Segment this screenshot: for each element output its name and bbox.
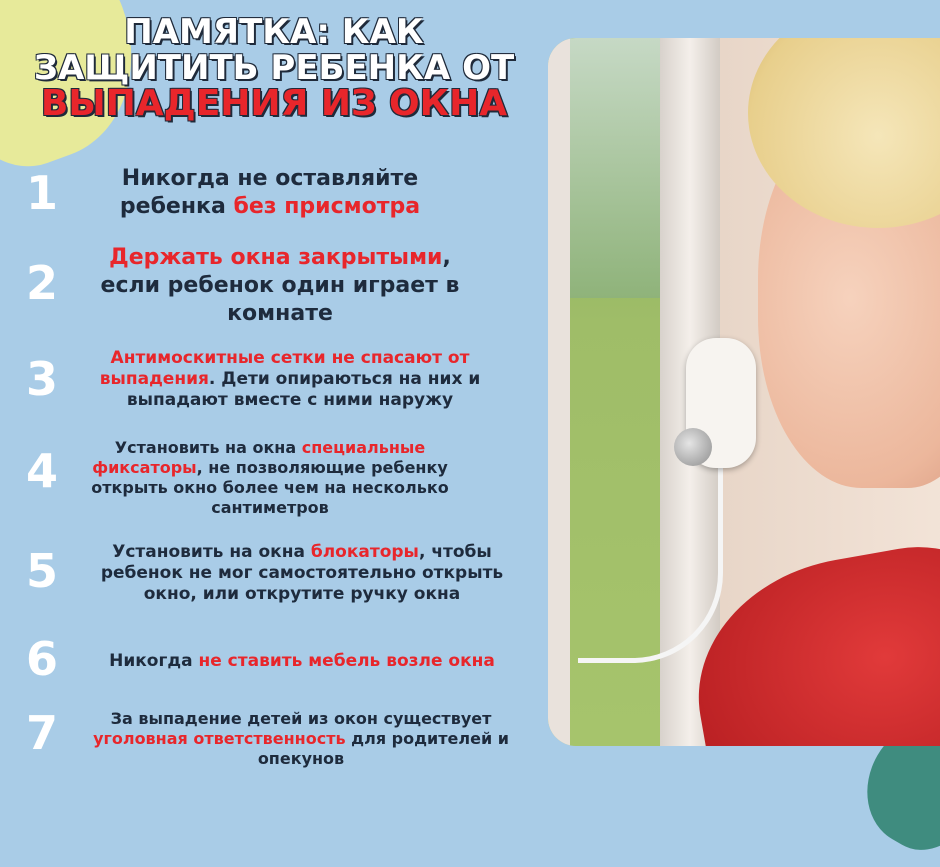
tip-1-line-1: Никогда не оставляйте — [121, 166, 419, 191]
tip-2-line-2: если ребенок один играет в — [100, 273, 460, 298]
item-number-7: 7 — [25, 706, 58, 760]
tip-7-line-1: За выпадение детей из окон существует — [110, 709, 492, 728]
tip-4-line-4: сантиметров — [211, 498, 329, 517]
page-title — [0, 14, 548, 122]
tip-6-line-1: Никогда не ставить мебель возле окна — [109, 651, 495, 671]
child-at-window-photo — [548, 38, 940, 746]
item-number-5: 5 — [25, 544, 58, 598]
tip-item-3 — [50, 348, 530, 411]
item-number-4: 4 — [25, 444, 58, 498]
tip-item-6 — [60, 651, 544, 672]
tip-item-2 — [50, 244, 510, 328]
tip-4-line-3: открыть окно более чем на несколько — [91, 478, 449, 497]
tip-item-7 — [56, 709, 546, 769]
item-number-6: 6 — [25, 632, 58, 686]
tip-4-line-1: Установить на окна специальные — [114, 438, 426, 457]
item-number-1: 1 — [25, 166, 58, 220]
tip-2-line-1: Держать окна закрытыми, — [109, 245, 451, 270]
tip-item-4 — [60, 438, 480, 518]
tip-7-line-3: опекунов — [257, 749, 345, 768]
title-line-3: ВЫПАДЕНИЯ ИЗ ОКНА — [40, 83, 508, 124]
tip-5-line-2: ребенок не мог самостоятельно открыть — [100, 563, 504, 583]
photo-window-lock-knob — [674, 428, 712, 466]
tip-5-line-1: Установить на окна блокаторы, чтобы — [112, 542, 492, 562]
tip-3-line-3: выпадают вместе с ними наружу — [126, 390, 454, 410]
tip-7-line-2: уголовная ответственность для родителей и — [93, 729, 509, 748]
tip-5-line-3: окно, или открутите ручку окна — [143, 584, 461, 604]
tip-item-1 — [60, 165, 480, 221]
tip-3-line-1: Антимоскитные сетки не спасают от — [110, 348, 470, 368]
title-line-2: ЗАЩИТИТЬ РЕБЕНКА ОТ — [33, 48, 515, 88]
item-number-3: 3 — [25, 352, 58, 406]
tip-1-line-2: ребенка без присмотра — [119, 194, 421, 219]
tip-2-line-3: комнате — [227, 301, 333, 326]
tip-4-line-2: фиксаторы, не позволяющие ребенку — [92, 458, 448, 477]
photo-window-frame-left — [548, 38, 570, 746]
tip-item-5 — [60, 542, 544, 605]
title-line-1: ПАМЯТКА: КАК — [124, 12, 424, 52]
item-number-2: 2 — [25, 256, 58, 310]
tip-3-line-2: выпадения. Дети опираються на них и — [99, 369, 481, 389]
